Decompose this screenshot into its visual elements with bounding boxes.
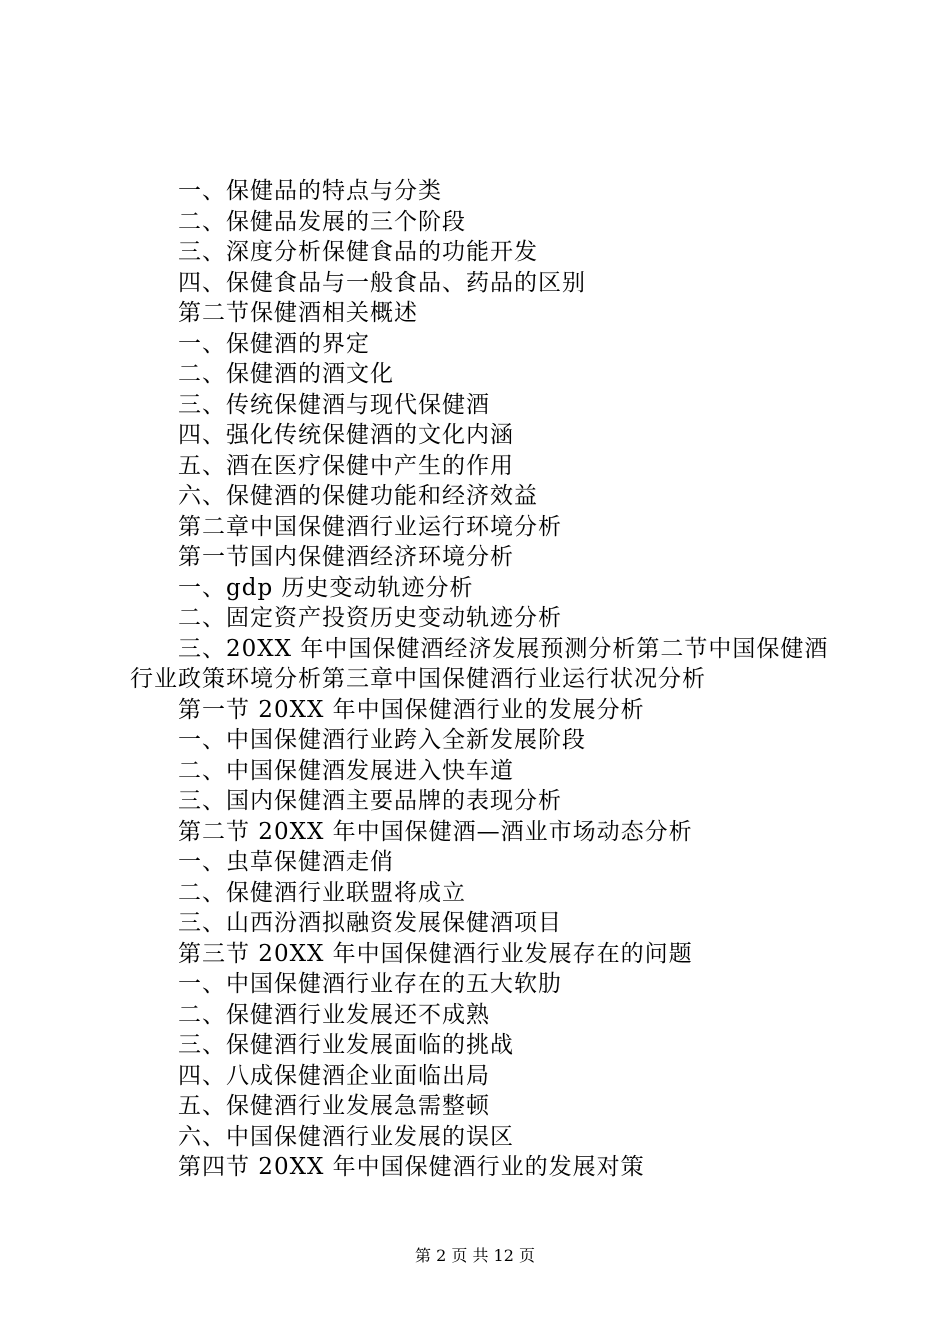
- outline-line: 四、八成保健酒企业面临出局: [178, 1062, 490, 1089]
- outline-line: 五、保健酒行业发展急需整顿: [178, 1093, 490, 1119]
- outline-line: 五、酒在医疗保健中产生的作用: [178, 452, 514, 479]
- outline-line: 六、中国保健酒行业发展的误区: [178, 1123, 514, 1150]
- wrapped-paragraph: 三、20XX 年中国保健酒经济发展预测分析第二节中国保健酒行业政策环境分析第三章中国保健酒行业运行状况分析: [130, 635, 829, 692]
- outline-line: 一、gdp 历史变动轨迹分析: [178, 574, 474, 601]
- section-heading: 第三节 20XX 年中国保健酒行业发展存在的问题: [178, 940, 693, 967]
- outline-line: 一、虫草保健酒走俏: [178, 849, 394, 875]
- outline-line: 四、强化传统保健酒的文化内涵: [178, 422, 514, 448]
- outline-line: 二、固定资产投资历史变动轨迹分析: [178, 605, 562, 631]
- section-heading: 第一节国内保健酒经济环境分析: [178, 544, 514, 570]
- section-heading: 第二节 20XX 年中国保健酒—酒业市场动态分析: [178, 818, 693, 845]
- document-body: [130, 176, 840, 1183]
- outline-line: 三、保健酒行业发展面临的挑战: [178, 1032, 514, 1058]
- outline-line: 二、保健酒行业联盟将成立: [178, 879, 466, 906]
- outline-line: 三、传统保健酒与现代保健酒: [178, 391, 490, 418]
- outline-line: 三、国内保健酒主要品牌的表现分析: [178, 788, 562, 814]
- section-heading: 第四节 20XX 年中国保健酒行业的发展对策: [178, 1154, 645, 1180]
- outline-line: 二、中国保健酒发展进入快车道: [178, 757, 514, 784]
- outline-line: 一、保健品的特点与分类: [178, 178, 442, 204]
- outline-line: 四、保健食品与一般食品、药品的区别: [178, 269, 586, 296]
- outline-line: 二、保健酒的酒文化: [178, 361, 394, 387]
- outline-line: 六、保健酒的保健功能和经济效益: [178, 483, 538, 509]
- outline-line: 三、山西汾酒拟融资发展保健酒项目: [178, 910, 562, 936]
- chapter-heading: 第二章中国保健酒行业运行环境分析: [178, 513, 562, 540]
- section-heading: 第二节保健酒相关概述: [178, 300, 418, 326]
- outline-line: 一、中国保健酒行业存在的五大软肋: [178, 971, 562, 997]
- outline-line: 一、保健酒的界定: [178, 330, 370, 357]
- outline-line: 二、保健酒行业发展还不成熟: [178, 1001, 490, 1028]
- outline-line: 三、深度分析保健食品的功能开发: [178, 239, 538, 265]
- outline-line: 二、保健品发展的三个阶段: [178, 208, 466, 235]
- page-number-footer: 第 2 页 共 12 页: [415, 1246, 535, 1265]
- section-heading: 第一节 20XX 年中国保健酒行业的发展分析: [178, 696, 645, 723]
- outline-line: 一、中国保健酒行业跨入全新发展阶段: [178, 727, 586, 753]
